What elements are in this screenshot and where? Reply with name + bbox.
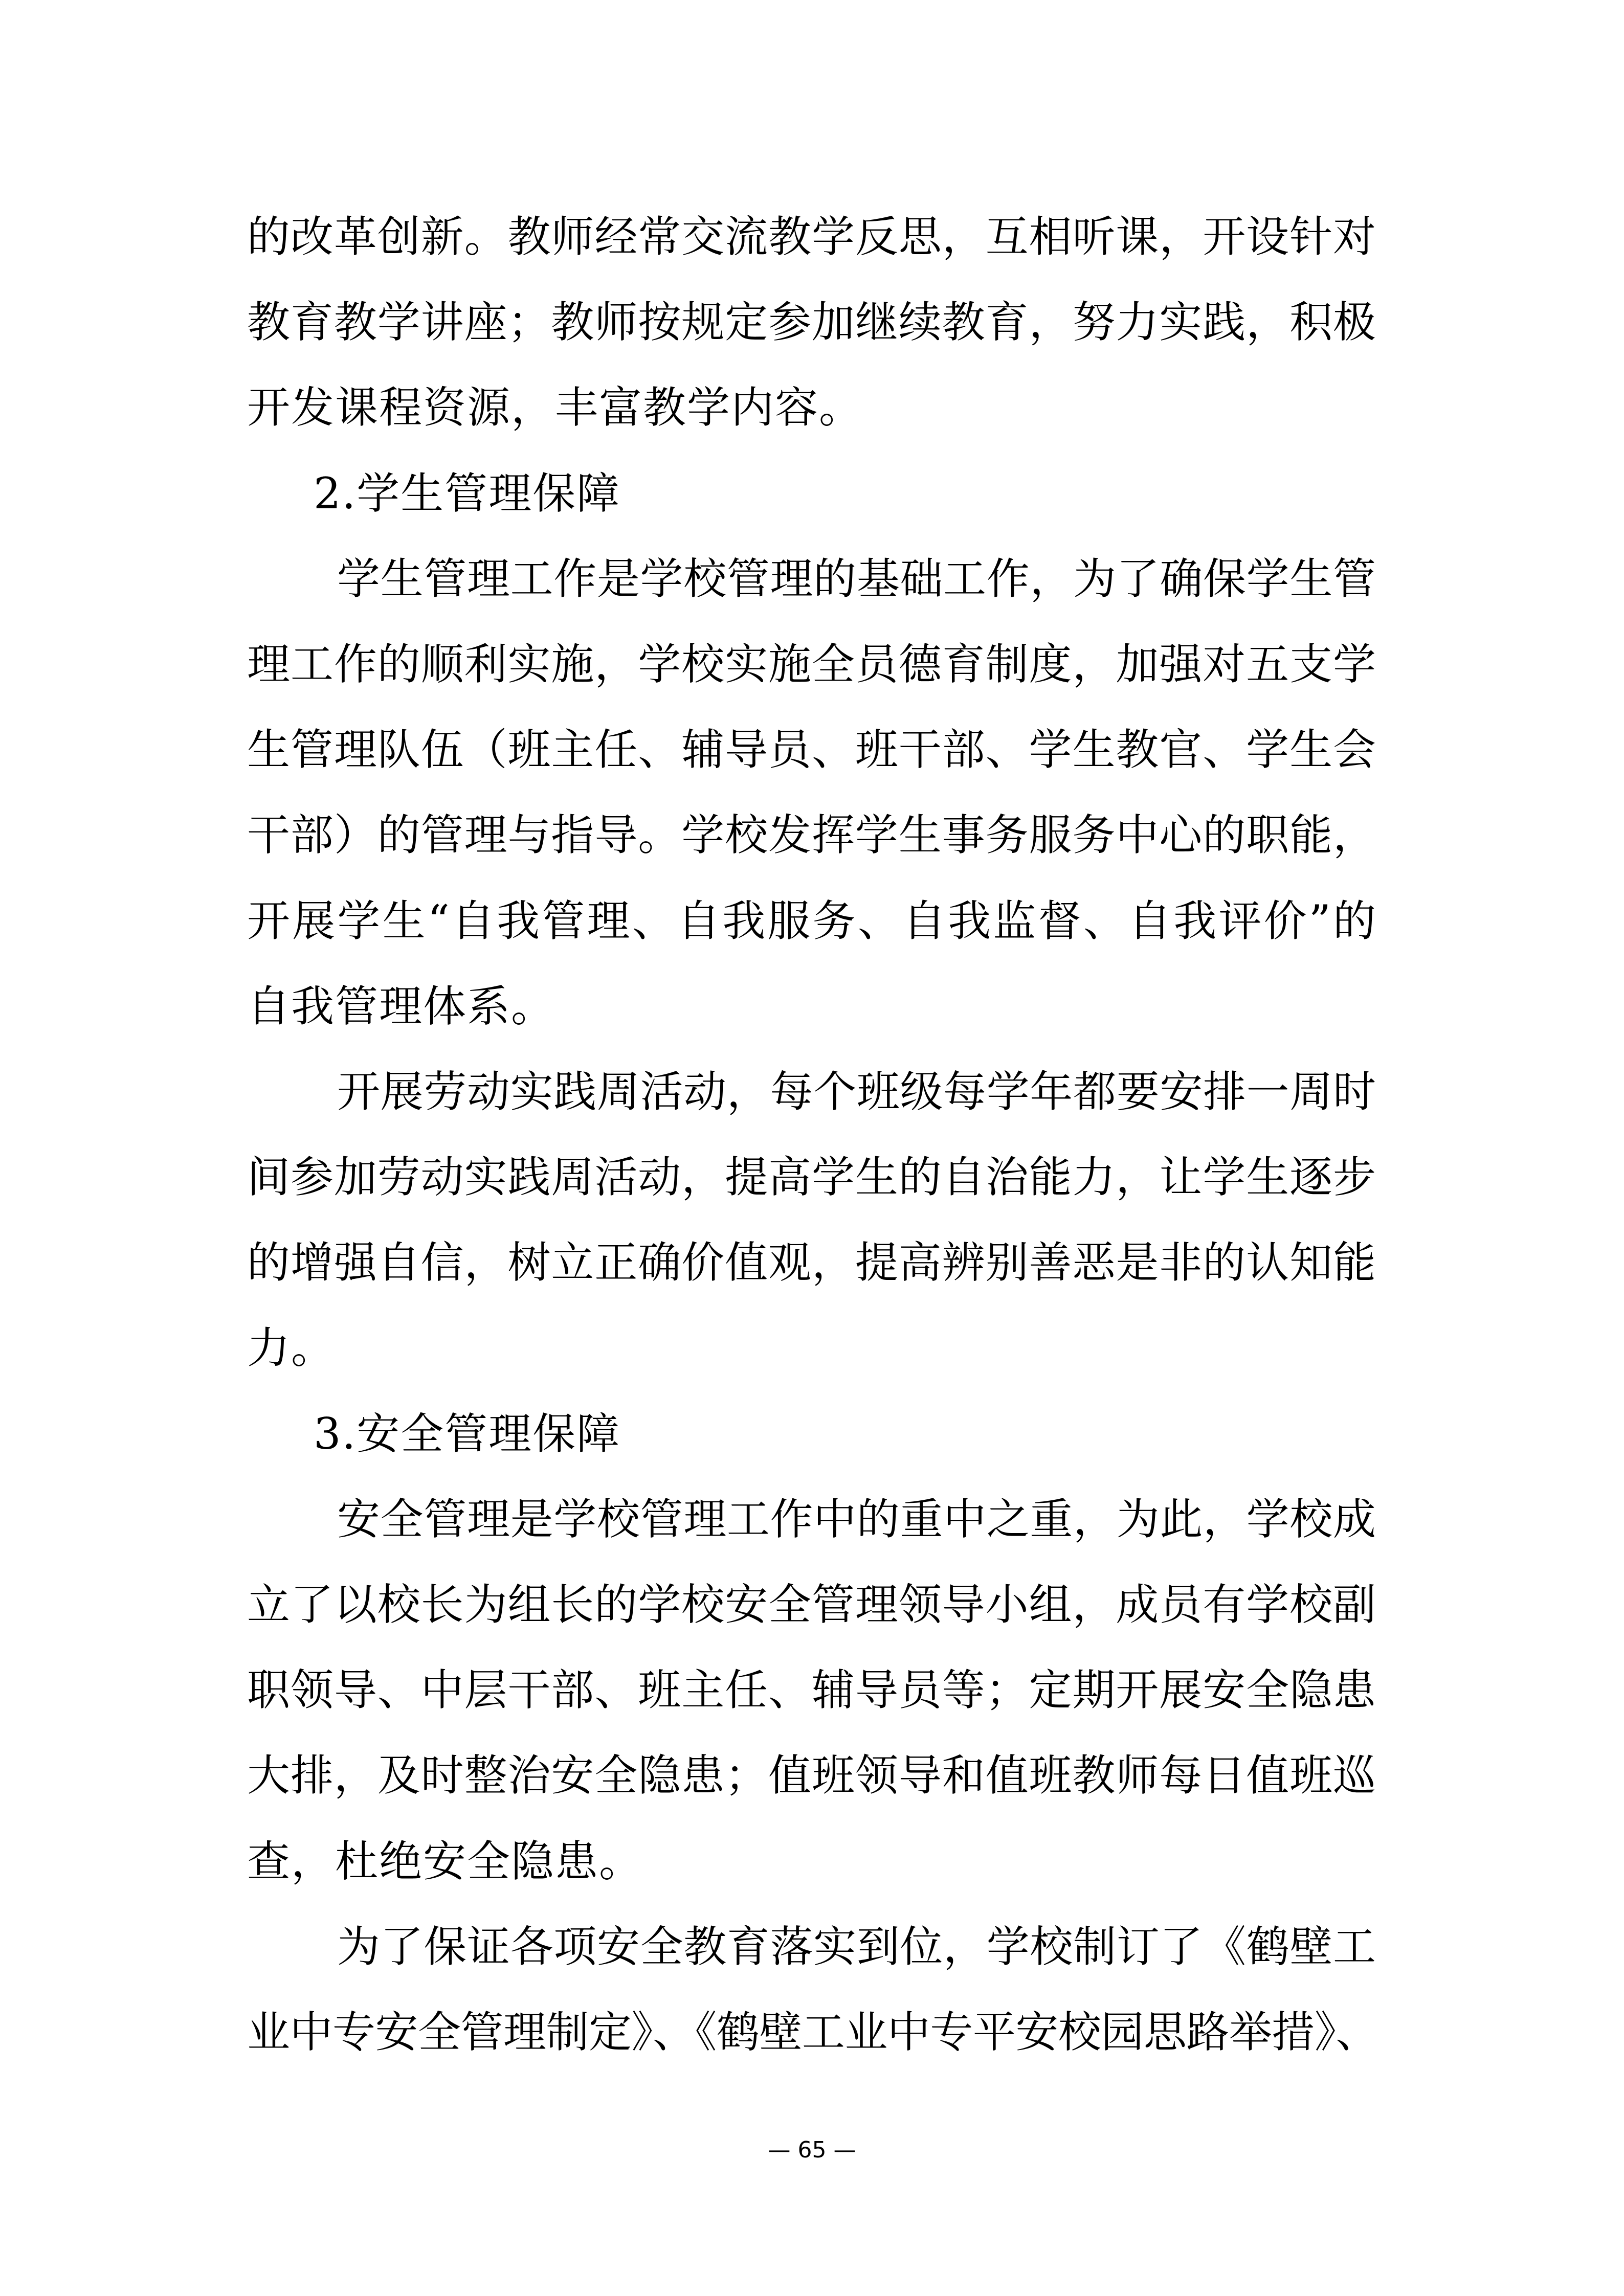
text-line: 开展劳动实践周活动，每个班级每学年都要安排一周时 bbox=[337, 1066, 1376, 1117]
text-line: 为了保证各项安全教育落实到位，学校制订了《鹤壁工 bbox=[337, 1921, 1376, 1972]
text-line: 安全管理是学校管理工作中的重中之重，为此，学校成 bbox=[337, 1494, 1376, 1544]
text-line: 的增强自信，树立正确价值观，提高辨别善恶是非的认知能 bbox=[247, 1237, 1376, 1288]
text-line: 开发课程资源，丰富教学内容。 bbox=[247, 382, 863, 433]
text-line: 大排，及时整治安全隐患；值班领导和值班教师每日值班巡 bbox=[247, 1750, 1376, 1801]
text-line: 业中专安全管理制定》、《鹤壁工业中专平安校园思路举措》、 bbox=[247, 2007, 1376, 2057]
text-line: 力。 bbox=[247, 1323, 336, 1374]
text-line: 职领导、中层干部、班主任、辅导员等；定期开展安全隐患 bbox=[247, 1665, 1376, 1716]
text-line: 自我管理体系。 bbox=[247, 981, 555, 1031]
text-line: 理工作的顺利实施，学校实施全员德育制度，加强对五支学 bbox=[247, 639, 1376, 689]
page-number: — 65 — bbox=[768, 2137, 856, 2163]
text-line: 开展学生“自我管理、自我服务、自我监督、自我评价”的 bbox=[247, 895, 1376, 946]
text-line: 干部）的管理与指导。学校发挥学生事务服务中心的职能， bbox=[247, 810, 1376, 861]
section-heading: 2.学生管理保障 bbox=[314, 468, 621, 519]
text-line: 立了以校长为组长的学校安全管理领导小组，成员有学校副 bbox=[247, 1580, 1376, 1630]
text-line: 学生管理工作是学校管理的基础工作，为了确保学生管 bbox=[337, 553, 1376, 604]
text-line: 查，杜绝安全隐患。 bbox=[247, 1836, 643, 1886]
text-line: 教育教学讲座；教师按规定参加继续教育，努力实践，积极 bbox=[247, 297, 1376, 348]
section-heading: 3.安全管理保障 bbox=[314, 1408, 621, 1459]
text-line: 生管理队伍（班主任、辅导员、班干部、学生教官、学生会 bbox=[247, 725, 1376, 775]
text-line: 的改革创新。教师经常交流教学反思，互相听课，开设针对 bbox=[247, 212, 1376, 262]
document-body bbox=[247, 194, 1376, 2075]
text-line: 间参加劳动实践周活动，提高学生的自治能力，让学生逐步 bbox=[247, 1152, 1376, 1203]
